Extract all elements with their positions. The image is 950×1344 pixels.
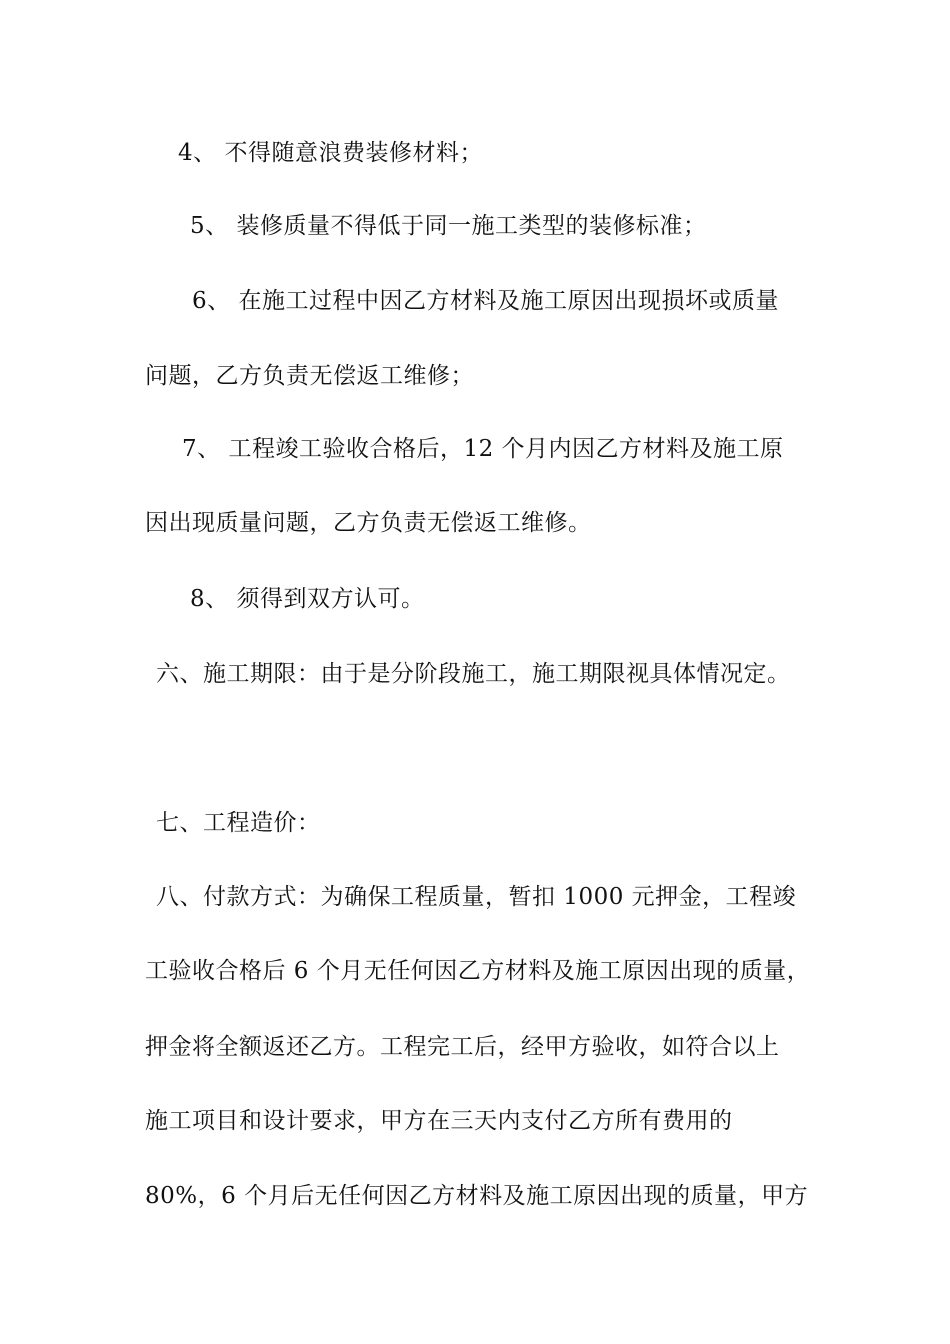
clause-5: 5、 装修质量不得低于同一施工类型的装修标准； [190,213,707,239]
section-8-payment-line-3: 押金将全额返还乙方。工程完工后，经甲方验收，如符合以上 [145,1034,780,1060]
clause-7-line-2: 因出现质量问题，乙方负责无偿返工维修。 [145,510,592,536]
clause-4: 4、 不得随意浪费装修材料； [178,140,483,166]
section-7-project-cost: 七、工程造价： [156,810,321,836]
section-8-payment-line-5: 80%，6 个月后无任何因乙方材料及施工原因出现的质量，甲方 [145,1183,809,1209]
section-8-payment-line-4: 施工项目和设计要求，甲方在三天内支付乙方所有费用的 [145,1108,733,1134]
section-6-construction-period: 六、施工期限：由于是分阶段施工，施工期限视具体情况定。 [156,661,791,687]
clause-6-line-1: 6、 在施工过程中因乙方材料及施工原因出现损坏或质量 [192,288,779,314]
clause-8: 8、 须得到双方认可。 [190,586,425,612]
clause-7-line-1: 7、 工程竣工验收合格后，12 个月内因乙方材料及施工原 [182,436,784,462]
section-8-payment-line-1: 八、付款方式：为确保工程质量，暂扣 1000 元押金，工程竣 [156,884,797,910]
clause-6-line-2: 问题，乙方负责无偿返工维修； [145,363,474,389]
section-8-payment-line-2: 工验收合格后 6 个月无任何因乙方材料及施工原因出现的质量， [145,958,811,984]
